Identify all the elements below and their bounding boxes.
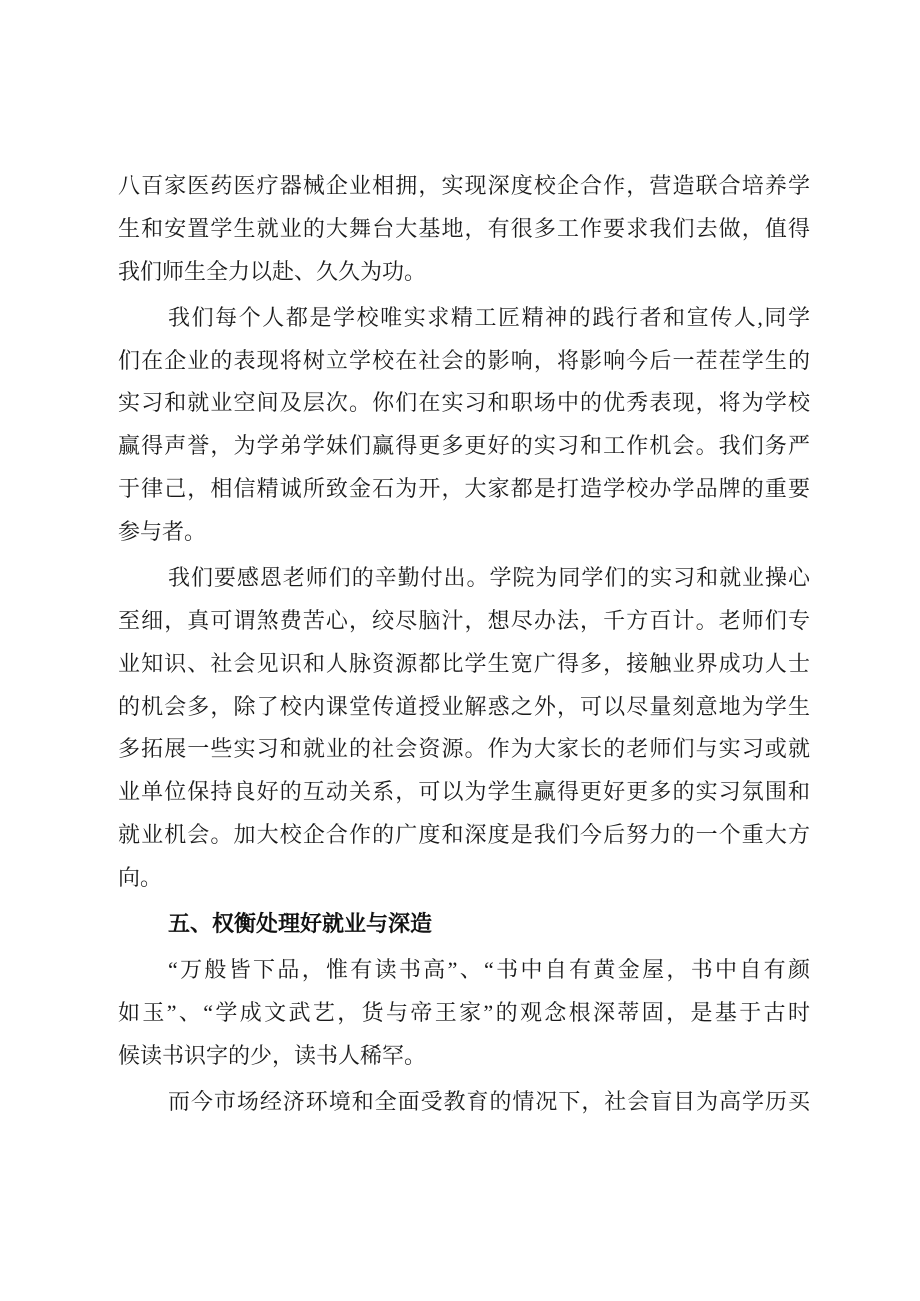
text-line: 我们每个人都是学校唯实求精工匠精神的践行者和宣传人,同学	[168, 304, 810, 330]
text-line: 业知识、社会见识和人脉资源都比学生宽广得多，接触业界成功人士	[118, 650, 810, 676]
text-line: 就业机会。加大校企合作的广度和深度是我们今后努力的一个重大方	[118, 821, 810, 847]
text-line: 我们要感恩老师们的辛勤付出。学院为同学们的实习和就业操心	[168, 565, 810, 591]
text-line: 的机会多，除了校内课堂传道授业解惑之外，可以尽量刻意地为学生	[118, 693, 810, 719]
paragraph-continued	[118, 165, 810, 293]
text-line: 向。	[118, 864, 163, 890]
paragraph	[118, 1081, 810, 1124]
text-line: 八百家医药医疗器械企业相拥，实现深度校企合作，营造联合培养学	[118, 173, 810, 198]
document-page	[118, 165, 810, 1124]
text-line: 而今市场经济环境和全面受教育的情况下，社会盲目为高学历买	[168, 1089, 810, 1115]
text-line: 于律己，相信精诚所致金石为开，大家都是打造学校办学品牌的重要	[118, 476, 810, 502]
text-line: 们在企业的表现将树立学校在社会的影响，将影响今后一茬茬学生的	[118, 347, 810, 373]
text-line: 我们师生全力以赴、久久为功。	[118, 258, 427, 284]
text-line: 业单位保持良好的互动关系，可以为学生赢得更好更多的实习氛围和	[118, 779, 810, 805]
text-line: “万般皆下品，惟有读书高”、“书中自有黄金屋，书中自有颜	[168, 957, 810, 983]
text-line: 实习和就业空间及层次。你们在实习和职场中的优秀表现，将为学校	[118, 390, 810, 416]
text-line: 如玉”、“学成文武艺，货与帝王家”的观念根深蒂固，是基于古时	[118, 1000, 810, 1026]
text-line: 候读书识字的少，读书人稀罕。	[118, 1042, 427, 1068]
text-line: 生和安置学生就业的大舞台大基地，有很多工作要求我们去做，值得	[118, 215, 810, 241]
text-line: 赢得声誉，为学弟学妹们赢得更多更好的实习和工作机会。我们务严	[118, 433, 810, 459]
text-line: 参与者。	[118, 518, 207, 544]
section-heading: 五、权衡处理好就业与深造	[168, 911, 433, 937]
paragraph	[118, 297, 810, 554]
text-line: 多拓展一些实习和就业的社会资源。作为大家长的老师们与实习或就	[118, 736, 810, 762]
paragraph	[118, 557, 810, 899]
paragraph	[118, 949, 810, 1077]
text-line: 至细，真可谓煞费苦心，绞尽脑汁，想尽办法，千方百计。老师们专	[118, 607, 810, 633]
